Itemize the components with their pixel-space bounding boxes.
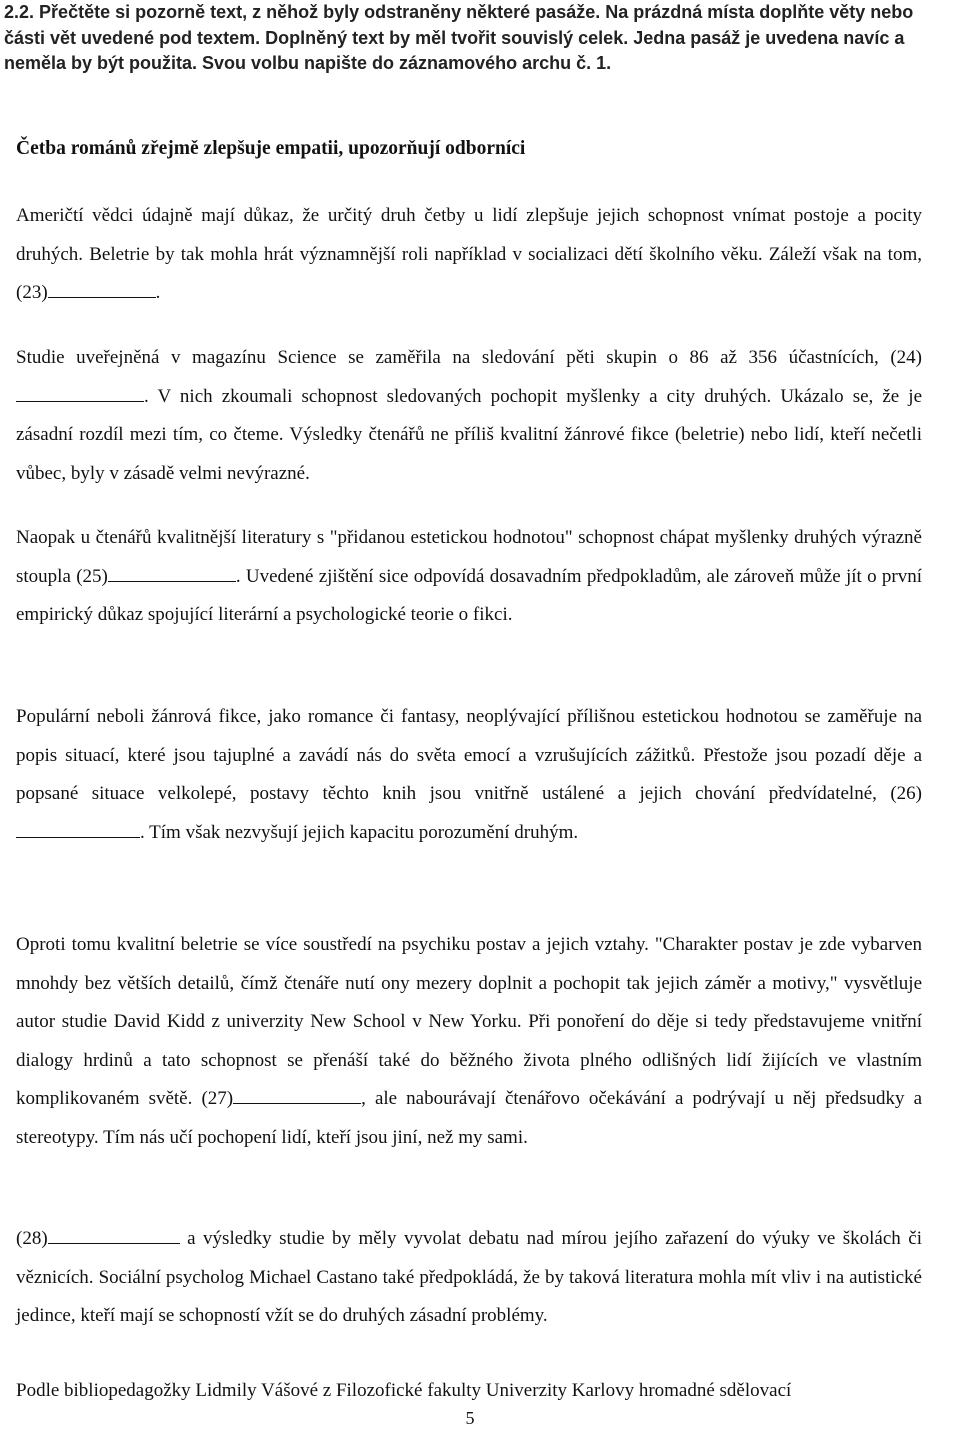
- paragraph-5: Oproti tomu kvalitní beletrie se více soustředí na psychiku postav a jejich vztahy. "Charakter postav je zde vybarven mnohdy bez větších detailů, čímž čtenáře nutí ony mezery doplnit a pochopit tak jejich záměr a motivy," vysvětluje autor studie David Kidd z univerzity New School v New Yorku. Při ponoření do děje si tedy představujeme vnitřní dialogy hrdinů a tato schopnost se přenáší také do běžného života plného odlišných lidí žijících ve vlastním komplikovaném světě. (27) , ale nabourávají čtenářovo očekávání a podrývají u něj předsudky a stereotypy. Tím nás učí pochopení lidí, kteří jsou jiní, než my sami.: [16, 934, 923, 1148]
- task-instruction-text: Přečtěte si pozorně text, z něhož byly odstraněny některé pasáže. Na prázdná místa doplňte věty nebo části vět uvedené pod textem. Doplněný text by měl tvořit souvislý celek. Jedna pasáž je uvedena navíc a neměla by být použita. Svou volbu napište do záznamového archu č. 1.: [4, 2, 914, 73]
- gap-28-label: (28): [16, 1228, 48, 1249]
- paragraph-1: Američtí vědci údajně mají důkaz, že určitý druh četby u lidí zlepšuje jejich schopnost vnímat postoje a pocity druhých. Beletrie by tak mohla hrát významnější roli například v socializaci dětí školního věku. Záleží však na tom, (23) .: [16, 205, 922, 303]
- gap-26-label: (26): [890, 783, 922, 804]
- gap-25-blank: [108, 563, 236, 582]
- article-title: Četba románů zřejmě zlepšuje empatii, upozorňují odborníci: [16, 138, 526, 159]
- gap-27-label: (27): [201, 1088, 234, 1109]
- task-number: 2.2.: [4, 2, 35, 22]
- paragraph-7: Podle bibliopedagožky Lidmily Vášové z Filozofické fakulty Univerzity Karlovy hromadné sdělovací: [16, 1380, 792, 1401]
- paragraph-3: Naopak u čtenářů kvalitnější literatury s "přidanou estetickou hodnotou" schopnost chápat myšlenky druhých výrazně stoupla (25) . Uvedené zjištění sice odpovídá dosavadním předpokladům, ale zároveň může jít o první empirický důkaz spojující literární a psychologické teorie o fikci.: [16, 527, 922, 625]
- task-instruction: [4, 0, 956, 77]
- gap-26-blank: [16, 819, 140, 838]
- gap-27-blank: [233, 1085, 361, 1104]
- gap-23-label: (23): [16, 282, 48, 303]
- gap-25-label: (25): [76, 565, 108, 587]
- paragraph-2: Studie uveřejněná v magazínu Science se zaměřila na sledování pěti skupin o 86 až 356 účastnících, (24). V nich zkoumali schopnost sledovaných pochopit myšlenky a city druhých. Ukázalo se, že je zásadní rozdíl mezi tím, co čteme. Výsledky čtenářů ne příliš kvalitní žánrové fikce (beletrie) nebo lidí, kteří nečetli vůbec, byly v zásadě velmi nevýrazné.: [16, 347, 922, 484]
- page-number: 5: [465, 1408, 475, 1428]
- paragraph-4: Populární neboli žánrová fikce, jako romance či fantasy, neoplývající přílišnou estetickou hodnotou se zaměřuje na popis situací, které jsou tajuplné a zavádí nás do světa emocí a vzrušujících zážitků. Přestože jsou pozadí děje a popsané situace velkolepé, postavy těchto knih jsou vnitřně ustálené a jejich chování předvídatelné, (26). Tím však nezvyšují jejich kapacitu porozumění druhým.: [16, 706, 922, 843]
- paragraph-6: (28) a výsledky studie by měly vyvolat debatu nad mírou jejího zařazení do výuky ve školách či věznicích. Sociální psycholog Michael Castano také předpokládá, že by taková literatura mohla mít vliv i na autistické jedince, kteří mají se schopností vžít se do druhých zásadní problémy.: [16, 1220, 922, 1336]
- gap-28-blank: [48, 1225, 180, 1244]
- gap-23-blank: [48, 279, 156, 298]
- gap-24-label: (24): [890, 347, 922, 368]
- gap-24-blank: [16, 383, 144, 402]
